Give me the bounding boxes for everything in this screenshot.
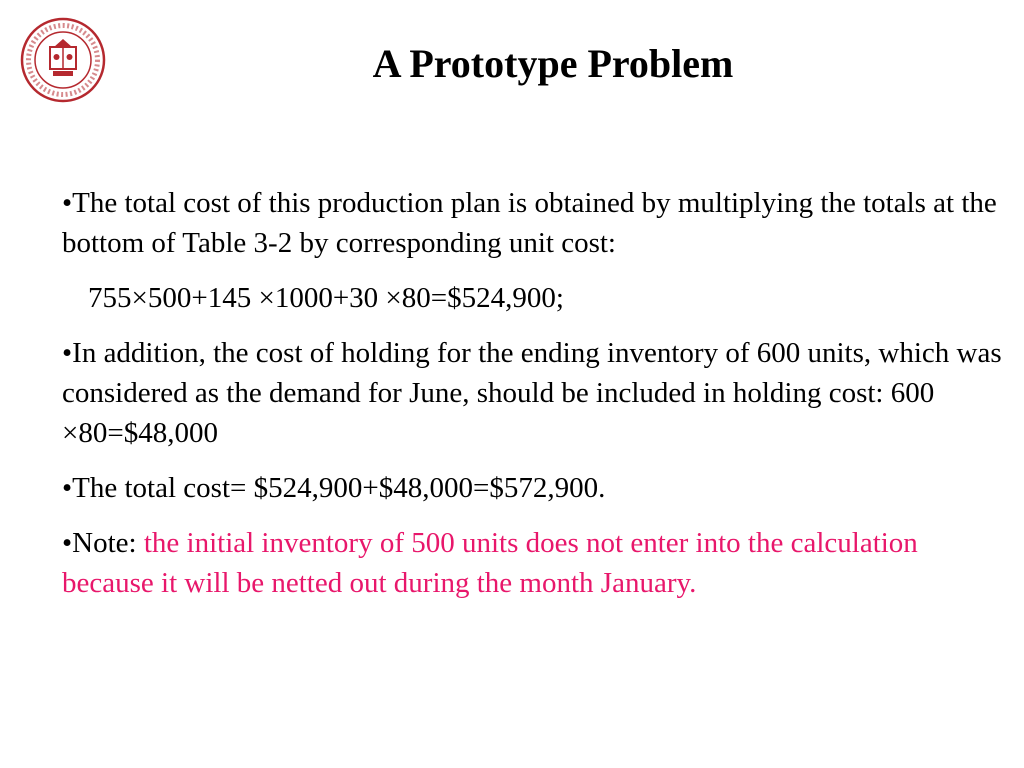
note-text: the initial inventory of 500 units does not enter into the calculation because it will be netted out during the month January. [62, 527, 918, 599]
bullet-marker: • [62, 337, 73, 369]
note-label: Note: [72, 527, 137, 559]
calculation-line: 755×500+145 ×1000+30 ×80=$524,900; [88, 282, 564, 314]
paragraph-text: In addition, the cost of holding for the ending inventory of 600 units, which was considered as the demand for June, should be included in holding cost: 600 ×80=$48,000 [62, 337, 1002, 449]
bullet-marker: • [62, 527, 73, 559]
bullet-paragraph-grand-total [62, 468, 1002, 508]
bullet-marker: • [62, 472, 73, 504]
slide-title: A Prototype Problem [372, 41, 734, 86]
bullet-marker: • [62, 187, 73, 219]
slide-content [62, 183, 1002, 618]
bullet-paragraph-note [62, 523, 1002, 603]
bullet-paragraph-total-cost [62, 183, 1002, 263]
paragraph-text: The total cost of this production plan is obtained by multiplying the totals at the bottom of Table 3-2 by corresponding unit cost: [62, 187, 997, 259]
bullet-paragraph-holding-cost [62, 333, 1002, 453]
paragraph-text: The total cost= $524,900+$48,000=$572,900. [72, 472, 606, 504]
